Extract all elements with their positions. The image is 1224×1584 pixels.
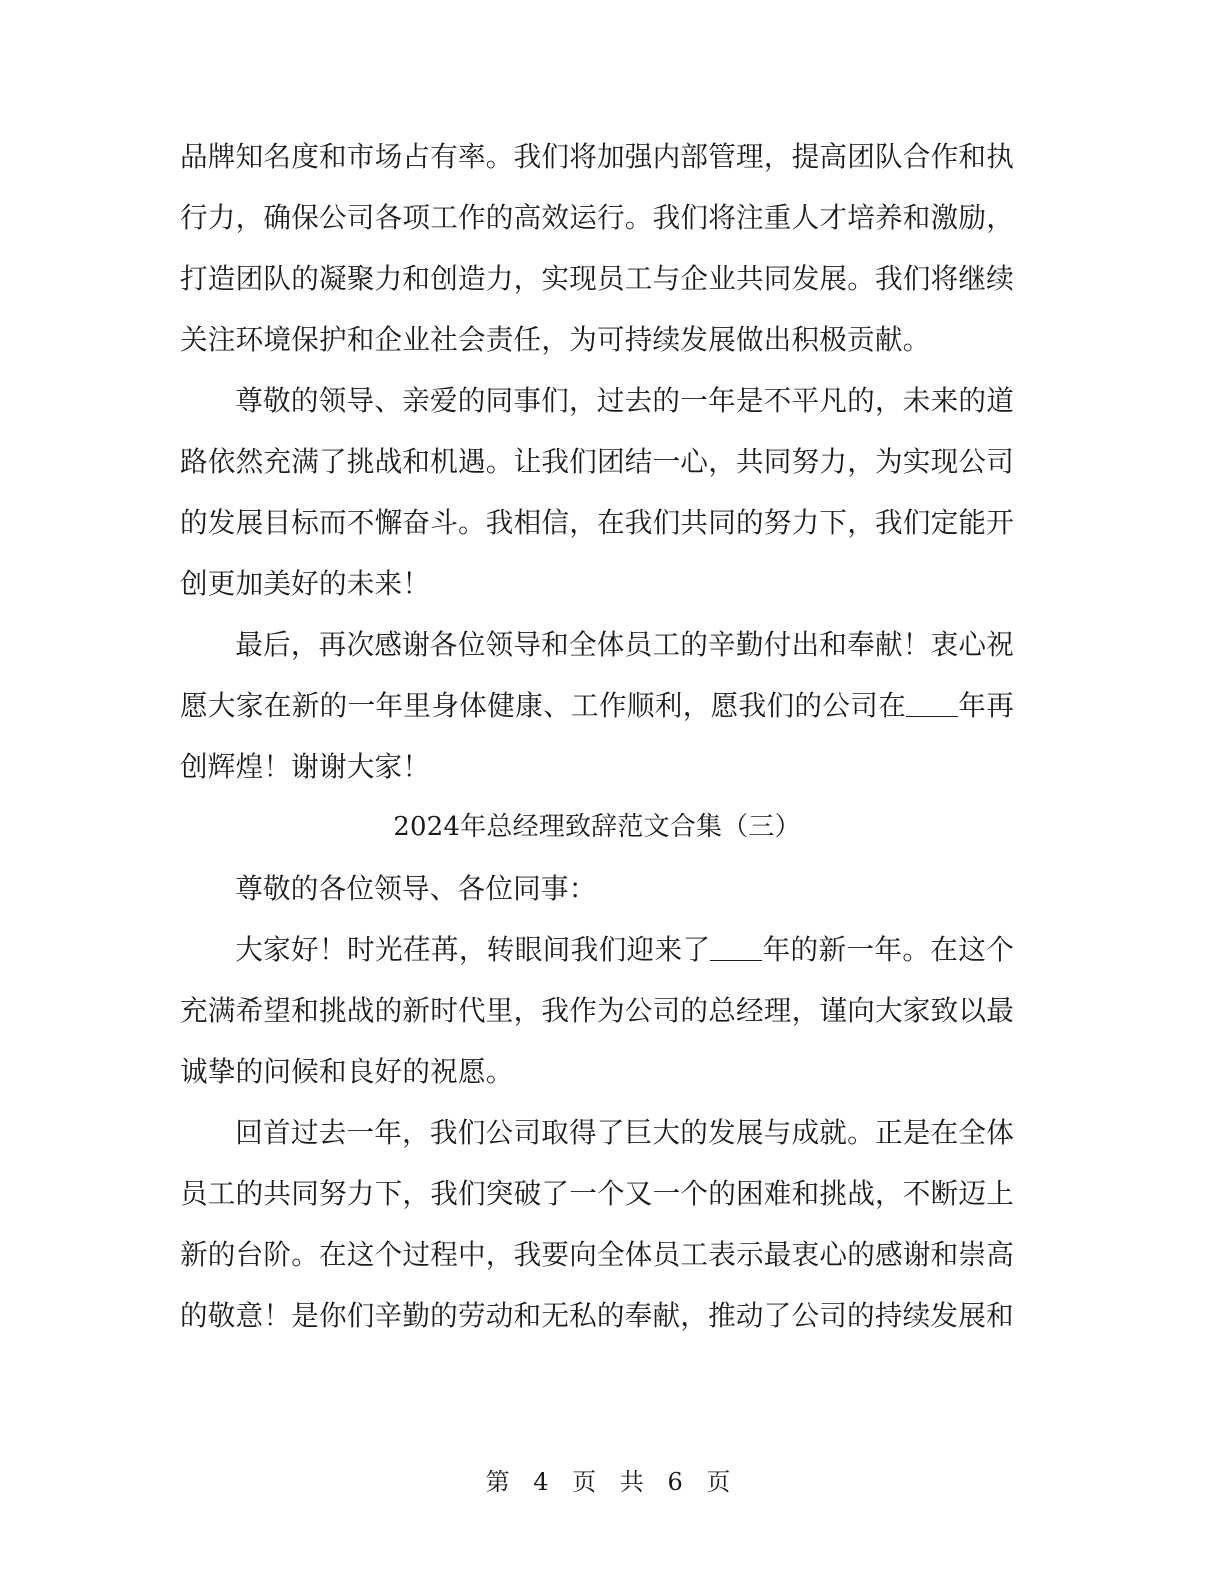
paragraph-3	[180, 614, 1014, 797]
page-number-footer: 第 4 页 共 6 页	[485, 1468, 739, 1496]
paragraph-5: 回首过去一年，我们公司取得了巨大的发展与成就。正是在全体员工的共同努力下，我们突破了一个又一个的困难和挑战，不断迈上新的台阶。在这个过程中，我要向全体员工表示最衷心的感谢和崇高的敬意！是你们辛勤的劳动和无私的奉献，推动了公司的持续发展和	[180, 1116, 1014, 1332]
paragraph-4	[180, 919, 1014, 1102]
document-body	[180, 126, 1014, 1346]
paragraph-1: 品牌知名度和市场占有率。我们将加强内部管理，提高团队合作和执行力，确保公司各项工作的高效运行。我们将注重人才培养和激励，打造团队的凝聚力和创造力，实现员工与企业共同发展。我们将继续关注环境保护和企业社会责任，为可持续发展做出积极贡献。	[180, 140, 1014, 356]
section-title: 2024年总经理致辞范文合集（三）	[393, 812, 801, 842]
paragraph-2: 尊敬的领导、亲爱的同事们，过去的一年是不平凡的，未来的道路依然充满了挑战和机遇。让我们团结一心，共同努力，为实现公司的发展目标而不懈奋斗。我相信，在我们共同的努力下，我们定能开创更加美好的未来！	[180, 384, 1014, 600]
paragraph-4-end: 年的新一年。在这个充满希望和挑战的新时代里，我作为公司的总经理，谨向大家致以最诚挚的问候和良好的祝愿。	[180, 933, 1014, 1088]
salutation: 尊敬的各位领导、各位同事：	[235, 872, 597, 905]
fill-in-blank	[906, 687, 958, 717]
paragraph-3-end: 年再创辉煌！谢谢大家！	[180, 689, 1014, 783]
paragraph-4-start: 大家好！时光荏苒，转眼间我们迎来了	[235, 933, 711, 966]
paragraph-3-start: 最后，再次感谢各位领导和全体员工的辛勤付出和奉献！衷心祝愿大家在新的一年里身体健康、工作顺利，愿我们的公司在	[180, 628, 1014, 722]
fill-in-blank	[710, 931, 762, 961]
